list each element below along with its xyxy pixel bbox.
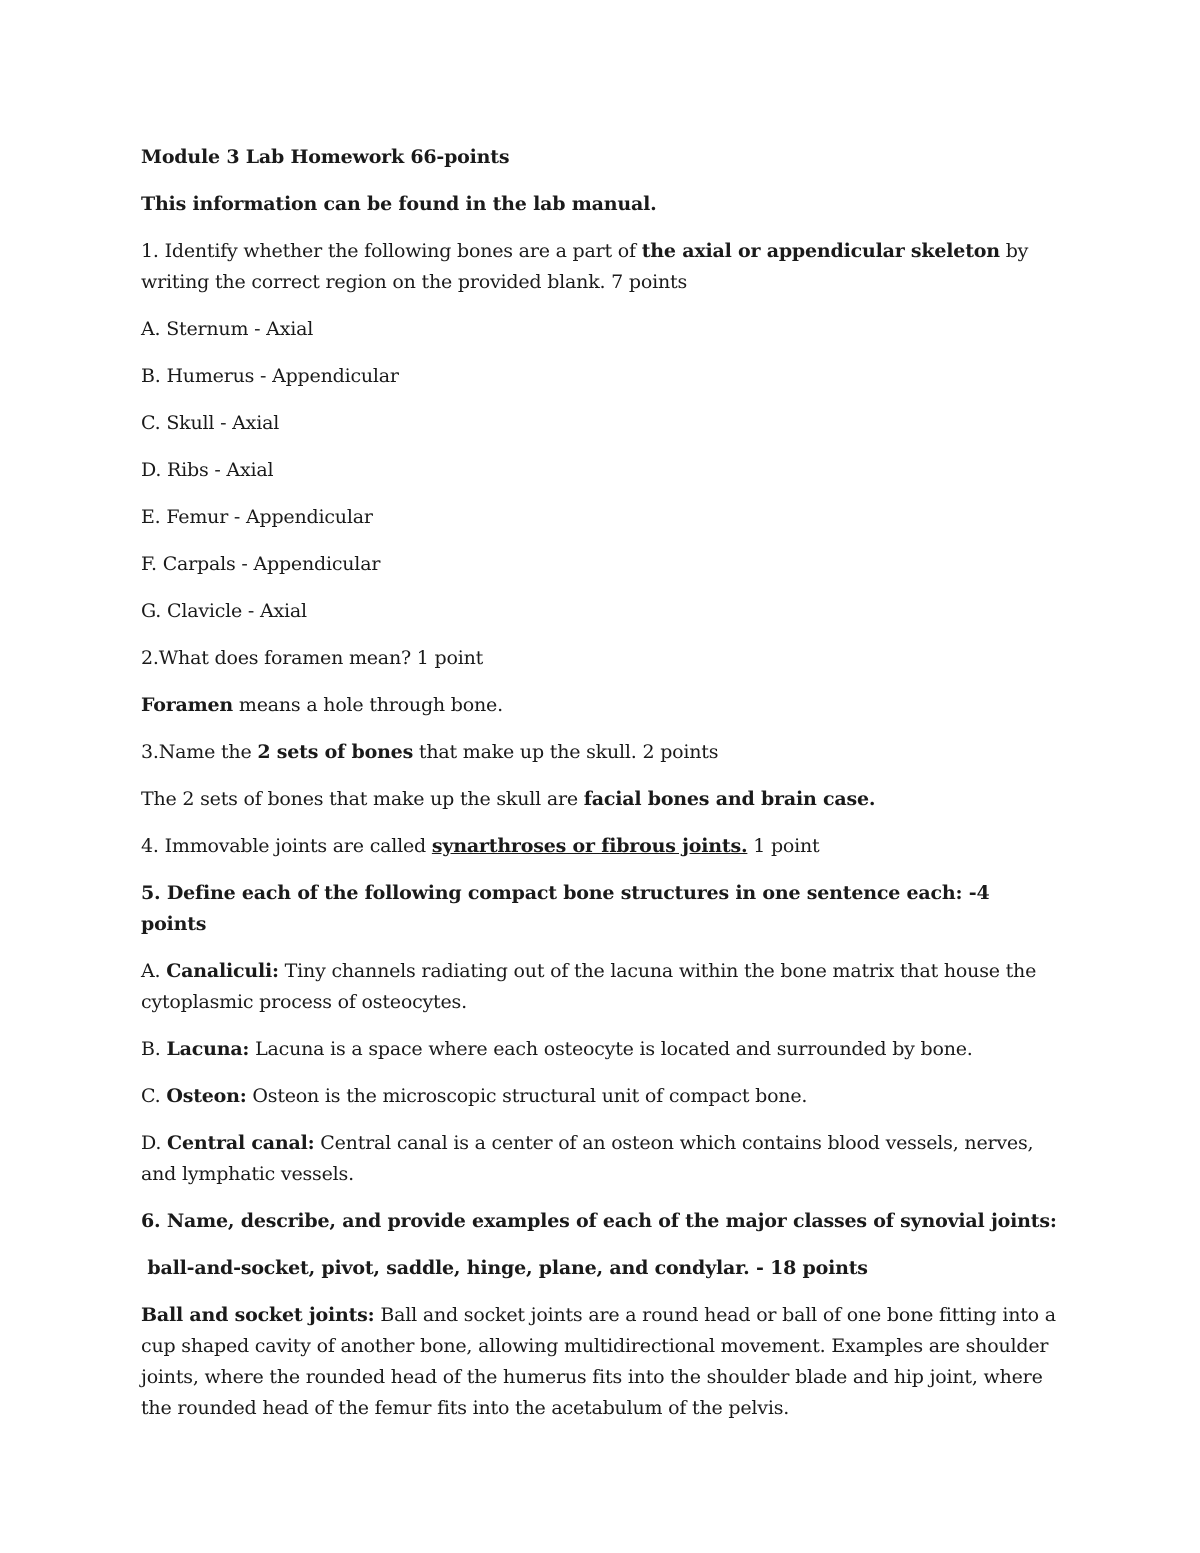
q1-text-post: by writing the correct region on the provided blank. 7 points — [141, 240, 1029, 293]
question-3 — [141, 737, 1061, 768]
q5-answer-a — [141, 956, 1061, 1018]
q3-answer-bold: facial bones and brain case. — [583, 788, 876, 810]
q3-answer-pre: The 2 sets of bones that make up the skull are — [141, 788, 584, 810]
q5-definition: Lacuna is a space where each osteocyte is located and surrounded by bone. — [249, 1038, 973, 1060]
q3-text-bold: 2 sets of bones — [257, 741, 414, 763]
q1-answer-g: G. Clavicle - Axial — [141, 600, 307, 622]
q5-term: Lacuna: — [166, 1038, 250, 1060]
document-subtitle: This information can be found in the lab manual. — [141, 193, 657, 215]
q5-answer-b — [141, 1034, 1061, 1065]
q1-answer-d: D. Ribs - Axial — [141, 459, 274, 481]
q6-answer-term: Ball and socket joints: — [141, 1304, 375, 1326]
q5-letter: A. — [141, 960, 167, 982]
q4-text-post: 1 point — [747, 835, 820, 857]
question-6-heading-continued: ball-and-socket, pivot, saddle, hinge, plane, and condylar. - 18 points — [141, 1257, 868, 1279]
question-5-heading: 5. Define each of the following compact bone structures in one sentence each: -4 points — [141, 882, 990, 935]
q5-letter: B. — [141, 1038, 167, 1060]
question-6-heading: 6. Name, describe, and provide examples of each of the major classes of synovial joints: — [141, 1210, 1057, 1232]
q1-text-bold: the axial or appendicular skeleton — [641, 240, 1000, 262]
q3-text-post: that make up the skull. 2 points — [413, 741, 719, 763]
question-2: 2.What does foramen mean? 1 point — [141, 647, 484, 669]
q6-answer-ball-and-socket — [141, 1300, 1061, 1424]
q2-answer-term: Foramen — [141, 694, 234, 716]
q5-letter: D. — [141, 1132, 168, 1154]
question-1 — [141, 236, 1061, 298]
q5-definition: Tiny channels radiating out of the lacuna within the bone matrix that house the cytoplasmic process of osteocytes. — [141, 960, 1037, 1013]
q1-answer-b: B. Humerus - Appendicular — [141, 365, 399, 387]
q4-text-pre: 4. Immovable joints are called — [141, 835, 432, 857]
q2-answer-text: means a hole through bone. — [233, 694, 503, 716]
q5-term: Osteon: — [166, 1085, 247, 1107]
q5-definition: Central canal is a center of an osteon which contains blood vessels, nerves, and lymphatic vessels. — [141, 1132, 1034, 1185]
q1-answer-c: C. Skull - Axial — [141, 412, 280, 434]
q5-term: Canaliculi: — [166, 960, 279, 982]
q5-definition: Osteon is the microscopic structural unit of compact bone. — [246, 1085, 808, 1107]
q6-answer-text: Ball and socket joints are a round head or ball of one bone fitting into a cup shaped cavity of another bone, allowing multidirectional movement. Examples are shoulder joints, where the rounded head of the humerus fits into the shoulder blade and hip joint, where the rounded head of the femur fits into the acetabulum of the pelvis. — [141, 1304, 1056, 1419]
q1-answer-a: A. Sternum - Axial — [141, 318, 314, 340]
q3-text-pre: 3.Name the — [141, 741, 258, 763]
q5-letter: C. — [141, 1085, 167, 1107]
document-page — [141, 142, 1061, 1440]
q2-answer — [141, 690, 1061, 721]
q5-answer-d — [141, 1128, 1061, 1190]
q4-answer-underlined: synarthroses or fibrous joints. — [431, 835, 748, 857]
q1-answer-e: E. Femur - Appendicular — [141, 506, 373, 528]
q1-text-pre: 1. Identify whether the following bones are a part of — [141, 240, 642, 262]
q3-answer — [141, 784, 1061, 815]
q5-term: Central canal: — [167, 1132, 315, 1154]
question-4 — [141, 831, 1061, 862]
document-title: Module 3 Lab Homework 66-points — [141, 146, 510, 168]
q1-answer-f: F. Carpals - Appendicular — [141, 553, 381, 575]
q5-answer-c — [141, 1081, 1061, 1112]
